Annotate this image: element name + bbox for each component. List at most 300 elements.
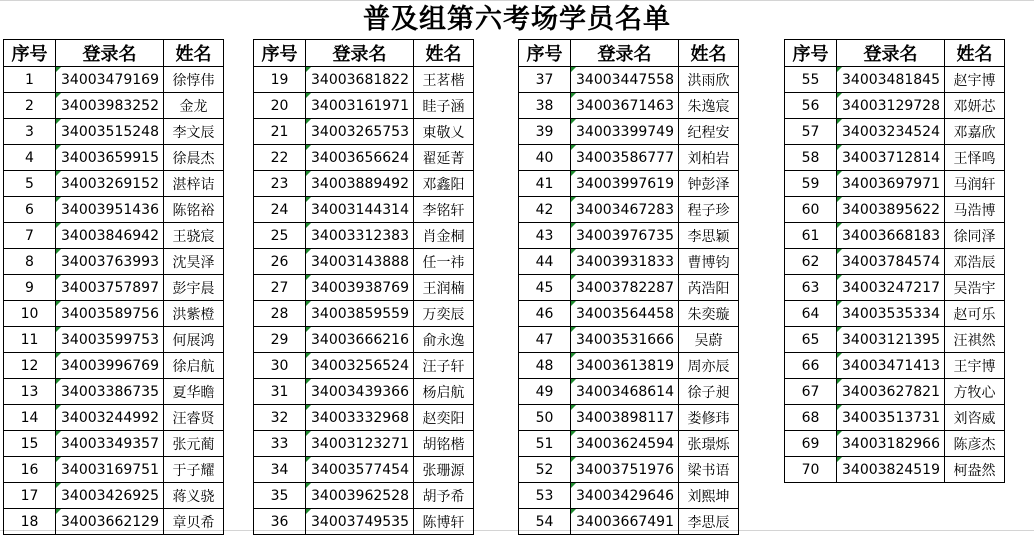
seq-cell[interactable]: 59 bbox=[785, 171, 837, 197]
name-cell[interactable]: 张元蔺 bbox=[164, 431, 224, 457]
table-row bbox=[254, 457, 474, 483]
login-cell[interactable]: 34003599753 bbox=[56, 327, 164, 353]
login-cell[interactable]: 34003763993 bbox=[56, 249, 164, 275]
header-seq: 序号 bbox=[519, 40, 571, 67]
header-seq: 序号 bbox=[4, 40, 56, 67]
login-cell[interactable]: 34003256524 bbox=[306, 353, 414, 379]
login-cell[interactable]: 34003332968 bbox=[306, 405, 414, 431]
seq-cell[interactable]: 24 bbox=[254, 197, 306, 223]
table-row bbox=[785, 431, 1005, 457]
name-cell[interactable]: 汪子轩 bbox=[414, 353, 474, 379]
table-row bbox=[254, 223, 474, 249]
seq-cell[interactable]: 22 bbox=[254, 145, 306, 171]
seq-cell[interactable]: 33 bbox=[254, 431, 306, 457]
table-row bbox=[4, 171, 224, 197]
table-row bbox=[785, 67, 1005, 93]
table-row bbox=[785, 457, 1005, 483]
seq-cell[interactable]: 42 bbox=[519, 197, 571, 223]
name-cell[interactable]: 徐同泽 bbox=[945, 223, 1005, 249]
roster-table-2 bbox=[253, 39, 474, 535]
login-cell[interactable]: 34003386735 bbox=[56, 379, 164, 405]
name-cell[interactable]: 翟延菁 bbox=[414, 145, 474, 171]
name-cell[interactable]: 程子珍 bbox=[679, 197, 739, 223]
seq-cell[interactable]: 4 bbox=[4, 145, 56, 171]
name-cell[interactable]: 俞永逸 bbox=[414, 327, 474, 353]
table-row bbox=[785, 93, 1005, 119]
seq-cell[interactable]: 68 bbox=[785, 405, 837, 431]
login-cell[interactable]: 34003697971 bbox=[837, 171, 945, 197]
name-cell[interactable]: 胡铭楷 bbox=[414, 431, 474, 457]
page-title: 普及组第六考场学员名单 bbox=[363, 4, 671, 35]
roster-table-3 bbox=[518, 39, 739, 535]
seq-cell[interactable]: 51 bbox=[519, 431, 571, 457]
seq-cell[interactable]: 56 bbox=[785, 93, 837, 119]
name-cell[interactable]: 马浩博 bbox=[945, 197, 1005, 223]
table-row bbox=[4, 93, 224, 119]
seq-cell[interactable]: 6 bbox=[4, 197, 56, 223]
login-cell[interactable]: 34003667491 bbox=[571, 509, 679, 535]
login-cell[interactable]: 34003586777 bbox=[571, 145, 679, 171]
seq-cell[interactable]: 40 bbox=[519, 145, 571, 171]
login-cell[interactable]: 34003513731 bbox=[837, 405, 945, 431]
table-row bbox=[254, 405, 474, 431]
login-cell[interactable]: 34003624594 bbox=[571, 431, 679, 457]
seq-cell[interactable]: 23 bbox=[254, 171, 306, 197]
login-cell[interactable]: 34003312383 bbox=[306, 223, 414, 249]
name-cell[interactable]: 钟彭泽 bbox=[679, 171, 739, 197]
login-cell[interactable]: 34003846942 bbox=[56, 223, 164, 249]
table-row bbox=[254, 145, 474, 171]
table-row bbox=[254, 301, 474, 327]
login-cell[interactable]: 34003247217 bbox=[837, 275, 945, 301]
table-row bbox=[785, 508, 1005, 533]
seq-cell[interactable]: 28 bbox=[254, 301, 306, 327]
seq-cell[interactable]: 27 bbox=[254, 275, 306, 301]
login-cell[interactable]: 34003962528 bbox=[306, 483, 414, 509]
seq-cell[interactable]: 1 bbox=[4, 67, 56, 93]
seq-cell[interactable]: 70 bbox=[785, 457, 837, 483]
name-cell[interactable] bbox=[945, 508, 1005, 533]
seq-cell[interactable]: 25 bbox=[254, 223, 306, 249]
name-cell[interactable]: 汪睿贤 bbox=[164, 405, 224, 431]
name-cell[interactable]: 王怿鸣 bbox=[945, 145, 1005, 171]
seq-cell[interactable]: 9 bbox=[4, 275, 56, 301]
table-row bbox=[785, 353, 1005, 379]
login-cell[interactable]: 34003712814 bbox=[837, 145, 945, 171]
header-login: 登录名 bbox=[56, 40, 164, 67]
name-cell[interactable]: 赵宇博 bbox=[945, 67, 1005, 93]
login-cell[interactable]: 34003564458 bbox=[571, 301, 679, 327]
seq-cell[interactable]: 38 bbox=[519, 93, 571, 119]
name-cell[interactable]: 曹博钧 bbox=[679, 249, 739, 275]
seq-cell[interactable]: 46 bbox=[519, 301, 571, 327]
login-cell[interactable]: 34003144314 bbox=[306, 197, 414, 223]
table-row bbox=[785, 483, 1005, 509]
login-cell[interactable]: 34003161971 bbox=[306, 93, 414, 119]
login-cell[interactable]: 34003535334 bbox=[837, 301, 945, 327]
login-cell[interactable]: 34003666216 bbox=[306, 327, 414, 353]
name-cell[interactable]: 吴浩宇 bbox=[945, 275, 1005, 301]
login-cell[interactable]: 34003859559 bbox=[306, 301, 414, 327]
name-cell[interactable]: 张珊源 bbox=[414, 457, 474, 483]
login-cell[interactable] bbox=[837, 483, 945, 509]
table-row bbox=[4, 509, 224, 535]
seq-cell[interactable]: 10 bbox=[4, 301, 56, 327]
seq-cell[interactable]: 5 bbox=[4, 171, 56, 197]
name-cell[interactable]: 朱奕璇 bbox=[679, 301, 739, 327]
name-cell[interactable]: 陈铭裕 bbox=[164, 197, 224, 223]
table-row bbox=[4, 353, 224, 379]
login-cell[interactable]: 34003439366 bbox=[306, 379, 414, 405]
name-cell[interactable]: 沈昊泽 bbox=[164, 249, 224, 275]
seq-cell[interactable]: 16 bbox=[4, 457, 56, 483]
header-name: 姓名 bbox=[945, 40, 1005, 67]
name-cell[interactable]: 陈博轩 bbox=[414, 509, 474, 535]
table-row bbox=[4, 379, 224, 405]
table-row bbox=[4, 67, 224, 93]
table-row bbox=[4, 119, 224, 145]
login-cell[interactable]: 34003129728 bbox=[837, 93, 945, 119]
login-cell[interactable]: 34003996769 bbox=[56, 353, 164, 379]
name-cell[interactable]: 王骁宸 bbox=[164, 223, 224, 249]
table-row bbox=[519, 327, 739, 353]
seq-cell[interactable]: 65 bbox=[785, 327, 837, 353]
seq-cell[interactable]: 58 bbox=[785, 145, 837, 171]
login-cell[interactable]: 34003244992 bbox=[56, 405, 164, 431]
seq-cell[interactable] bbox=[785, 508, 837, 533]
name-cell[interactable]: 何展鸿 bbox=[164, 327, 224, 353]
login-cell[interactable]: 34003589756 bbox=[56, 301, 164, 327]
name-cell[interactable]: 张璟烁 bbox=[679, 431, 739, 457]
login-cell[interactable]: 34003976735 bbox=[571, 223, 679, 249]
seq-cell[interactable]: 41 bbox=[519, 171, 571, 197]
name-cell[interactable]: 陈彦杰 bbox=[945, 431, 1005, 457]
header-login: 登录名 bbox=[306, 40, 414, 67]
login-cell[interactable]: 34003531666 bbox=[571, 327, 679, 353]
seq-cell[interactable]: 52 bbox=[519, 457, 571, 483]
header-row bbox=[519, 40, 739, 67]
seq-cell[interactable]: 12 bbox=[4, 353, 56, 379]
name-cell[interactable]: 芮浩阳 bbox=[679, 275, 739, 301]
name-cell[interactable]: 马润轩 bbox=[945, 171, 1005, 197]
header-row bbox=[4, 40, 224, 67]
seq-cell[interactable]: 61 bbox=[785, 223, 837, 249]
table-row bbox=[254, 119, 474, 145]
table-row bbox=[4, 483, 224, 509]
table-row bbox=[519, 483, 739, 509]
name-cell[interactable]: 徐启航 bbox=[164, 353, 224, 379]
name-cell[interactable]: 万奕辰 bbox=[414, 301, 474, 327]
seq-cell[interactable]: 66 bbox=[785, 353, 837, 379]
seq-cell[interactable]: 55 bbox=[785, 67, 837, 93]
table-row bbox=[519, 119, 739, 145]
name-cell[interactable]: 肖金桐 bbox=[414, 223, 474, 249]
login-cell[interactable]: 34003399749 bbox=[571, 119, 679, 145]
login-cell[interactable]: 34003577454 bbox=[306, 457, 414, 483]
login-cell[interactable]: 34003668183 bbox=[837, 223, 945, 249]
name-cell[interactable]: 李文辰 bbox=[164, 119, 224, 145]
table-row bbox=[254, 509, 474, 535]
roster-table-1 bbox=[3, 39, 224, 535]
name-cell[interactable]: 金龙 bbox=[164, 93, 224, 119]
login-cell[interactable]: 34003468614 bbox=[571, 379, 679, 405]
login-cell[interactable]: 34003429646 bbox=[571, 483, 679, 509]
header-name: 姓名 bbox=[679, 40, 739, 67]
login-cell[interactable]: 34003471413 bbox=[837, 353, 945, 379]
table-row bbox=[519, 405, 739, 431]
seq-cell[interactable]: 34 bbox=[254, 457, 306, 483]
login-cell[interactable]: 34003426925 bbox=[56, 483, 164, 509]
table-row bbox=[785, 405, 1005, 431]
login-cell[interactable]: 34003749535 bbox=[306, 509, 414, 535]
header-login: 登录名 bbox=[837, 40, 945, 67]
table-row bbox=[4, 223, 224, 249]
seq-cell[interactable]: 62 bbox=[785, 249, 837, 275]
header-seq: 序号 bbox=[254, 40, 306, 67]
login-cell[interactable]: 34003265753 bbox=[306, 119, 414, 145]
table-row bbox=[785, 197, 1005, 223]
table-row bbox=[519, 67, 739, 93]
login-cell[interactable]: 34003938769 bbox=[306, 275, 414, 301]
seq-cell[interactable]: 21 bbox=[254, 119, 306, 145]
seq-cell[interactable]: 11 bbox=[4, 327, 56, 353]
table-row bbox=[519, 301, 739, 327]
login-cell[interactable]: 34003467283 bbox=[571, 197, 679, 223]
seq-cell[interactable]: 26 bbox=[254, 249, 306, 275]
seq-cell[interactable]: 53 bbox=[519, 483, 571, 509]
table-row bbox=[785, 171, 1005, 197]
table-row bbox=[4, 457, 224, 483]
seq-cell[interactable]: 64 bbox=[785, 301, 837, 327]
seq-cell[interactable]: 32 bbox=[254, 405, 306, 431]
login-cell[interactable]: 34003613819 bbox=[571, 353, 679, 379]
table-row bbox=[4, 405, 224, 431]
seq-cell[interactable]: 67 bbox=[785, 379, 837, 405]
name-cell[interactable]: 柯盎然 bbox=[945, 457, 1005, 483]
name-cell[interactable]: 王宇博 bbox=[945, 353, 1005, 379]
login-cell[interactable]: 34003757897 bbox=[56, 275, 164, 301]
login-cell[interactable]: 34003447558 bbox=[571, 67, 679, 93]
table-row bbox=[254, 171, 474, 197]
name-cell[interactable]: 彭宇晨 bbox=[164, 275, 224, 301]
name-cell[interactable]: 汪祺然 bbox=[945, 327, 1005, 353]
login-cell[interactable]: 34003751976 bbox=[571, 457, 679, 483]
seq-cell[interactable]: 54 bbox=[519, 509, 571, 535]
sheet-top-gridline bbox=[0, 0, 1034, 1]
name-cell[interactable]: 于子耀 bbox=[164, 457, 224, 483]
table-row bbox=[254, 275, 474, 301]
table-row bbox=[519, 431, 739, 457]
table-row bbox=[4, 431, 224, 457]
table-row bbox=[4, 301, 224, 327]
name-cell[interactable]: 邓鑫阳 bbox=[414, 171, 474, 197]
name-cell[interactable]: 王润楠 bbox=[414, 275, 474, 301]
header-row bbox=[254, 40, 474, 67]
table-row bbox=[519, 93, 739, 119]
name-cell[interactable]: 夏华瞻 bbox=[164, 379, 224, 405]
seq-cell[interactable]: 31 bbox=[254, 379, 306, 405]
login-cell[interactable]: 34003671463 bbox=[571, 93, 679, 119]
seq-cell[interactable]: 37 bbox=[519, 67, 571, 93]
login-cell[interactable]: 34003681822 bbox=[306, 67, 414, 93]
name-cell[interactable]: 徐子昶 bbox=[679, 379, 739, 405]
table-row bbox=[519, 249, 739, 275]
name-cell[interactable]: 赵可乐 bbox=[945, 301, 1005, 327]
table-row bbox=[254, 483, 474, 509]
login-cell[interactable]: 34003782287 bbox=[571, 275, 679, 301]
seq-cell[interactable]: 29 bbox=[254, 327, 306, 353]
seq-cell[interactable]: 19 bbox=[254, 67, 306, 93]
seq-cell[interactable]: 20 bbox=[254, 93, 306, 119]
login-cell[interactable]: 34003662129 bbox=[56, 509, 164, 535]
name-cell[interactable]: 王茗楷 bbox=[414, 67, 474, 93]
login-cell[interactable]: 34003983252 bbox=[56, 93, 164, 119]
name-cell[interactable]: 李思辰 bbox=[679, 509, 739, 535]
table-row bbox=[785, 327, 1005, 353]
seq-cell[interactable]: 2 bbox=[4, 93, 56, 119]
table-row bbox=[254, 327, 474, 353]
login-cell[interactable]: 34003169751 bbox=[56, 457, 164, 483]
name-cell[interactable]: 赵奕阳 bbox=[414, 405, 474, 431]
seq-cell[interactable]: 15 bbox=[4, 431, 56, 457]
name-cell[interactable]: 徐晨杰 bbox=[164, 145, 224, 171]
header-row bbox=[785, 40, 1005, 67]
name-cell[interactable] bbox=[945, 483, 1005, 509]
seq-cell[interactable]: 8 bbox=[4, 249, 56, 275]
table-row bbox=[519, 275, 739, 301]
name-cell[interactable]: 纪程安 bbox=[679, 119, 739, 145]
login-cell[interactable]: 34003627821 bbox=[837, 379, 945, 405]
table-row bbox=[254, 197, 474, 223]
login-cell[interactable]: 34003481845 bbox=[837, 67, 945, 93]
seq-cell[interactable]: 63 bbox=[785, 275, 837, 301]
seq-cell[interactable]: 43 bbox=[519, 223, 571, 249]
login-cell[interactable]: 34003951436 bbox=[56, 197, 164, 223]
name-cell[interactable]: 朱逸宸 bbox=[679, 93, 739, 119]
login-cell[interactable]: 34003824519 bbox=[837, 457, 945, 483]
name-cell[interactable]: 洪雨欣 bbox=[679, 67, 739, 93]
table-row bbox=[785, 275, 1005, 301]
login-cell[interactable]: 34003349357 bbox=[56, 431, 164, 457]
login-cell[interactable]: 34003479169 bbox=[56, 67, 164, 93]
table-row bbox=[519, 379, 739, 405]
seq-cell[interactable]: 45 bbox=[519, 275, 571, 301]
name-cell[interactable]: 杨启航 bbox=[414, 379, 474, 405]
login-cell[interactable] bbox=[837, 508, 945, 533]
name-cell[interactable]: 湛梓诘 bbox=[164, 171, 224, 197]
seq-cell[interactable]: 14 bbox=[4, 405, 56, 431]
table-row bbox=[254, 249, 474, 275]
name-cell[interactable]: 刘柏岩 bbox=[679, 145, 739, 171]
seq-cell[interactable]: 3 bbox=[4, 119, 56, 145]
login-cell[interactable]: 34003931833 bbox=[571, 249, 679, 275]
login-cell[interactable]: 34003143888 bbox=[306, 249, 414, 275]
name-cell[interactable]: 章贝希 bbox=[164, 509, 224, 535]
login-cell[interactable]: 34003121395 bbox=[837, 327, 945, 353]
name-cell[interactable]: 邓浩辰 bbox=[945, 249, 1005, 275]
name-cell[interactable]: 李思颖 bbox=[679, 223, 739, 249]
seq-cell[interactable]: 57 bbox=[785, 119, 837, 145]
login-cell[interactable]: 34003269152 bbox=[56, 171, 164, 197]
name-cell[interactable]: 邓妍芯 bbox=[945, 93, 1005, 119]
name-cell[interactable]: 任一祎 bbox=[414, 249, 474, 275]
seq-cell[interactable]: 48 bbox=[519, 353, 571, 379]
login-cell[interactable]: 34003997619 bbox=[571, 171, 679, 197]
name-cell[interactable]: 刘咨威 bbox=[945, 405, 1005, 431]
login-cell[interactable]: 34003234524 bbox=[837, 119, 945, 145]
table-row bbox=[4, 145, 224, 171]
login-cell[interactable]: 34003515248 bbox=[56, 119, 164, 145]
table-row bbox=[254, 67, 474, 93]
name-cell[interactable]: 梁书语 bbox=[679, 457, 739, 483]
seq-cell[interactable]: 7 bbox=[4, 223, 56, 249]
name-cell[interactable]: 方牧心 bbox=[945, 379, 1005, 405]
seq-cell[interactable]: 36 bbox=[254, 509, 306, 535]
name-cell[interactable]: 洪紫橙 bbox=[164, 301, 224, 327]
name-cell[interactable]: 蒋义骁 bbox=[164, 483, 224, 509]
name-cell[interactable]: 吴蔚 bbox=[679, 327, 739, 353]
login-cell[interactable]: 34003784574 bbox=[837, 249, 945, 275]
seq-cell[interactable]: 17 bbox=[4, 483, 56, 509]
table-row bbox=[4, 197, 224, 223]
seq-cell[interactable]: 13 bbox=[4, 379, 56, 405]
table-row bbox=[785, 119, 1005, 145]
name-cell[interactable]: 東敬乂 bbox=[414, 119, 474, 145]
login-cell[interactable]: 34003123271 bbox=[306, 431, 414, 457]
name-cell[interactable]: 刘熙坤 bbox=[679, 483, 739, 509]
name-cell[interactable]: 眭子涵 bbox=[414, 93, 474, 119]
seq-cell[interactable]: 35 bbox=[254, 483, 306, 509]
login-cell[interactable]: 34003895622 bbox=[837, 197, 945, 223]
table-row bbox=[519, 223, 739, 249]
login-cell[interactable]: 34003898117 bbox=[571, 405, 679, 431]
seq-cell[interactable]: 69 bbox=[785, 431, 837, 457]
seq-cell[interactable]: 39 bbox=[519, 119, 571, 145]
login-cell[interactable]: 34003182966 bbox=[837, 431, 945, 457]
table-row bbox=[254, 379, 474, 405]
login-cell[interactable]: 34003656624 bbox=[306, 145, 414, 171]
table-row bbox=[785, 223, 1005, 249]
seq-cell[interactable]: 47 bbox=[519, 327, 571, 353]
name-cell[interactable]: 邓嘉欣 bbox=[945, 119, 1005, 145]
header-login: 登录名 bbox=[571, 40, 679, 67]
table-row bbox=[4, 275, 224, 301]
table-row bbox=[519, 197, 739, 223]
table-row bbox=[785, 249, 1005, 275]
seq-cell[interactable]: 49 bbox=[519, 379, 571, 405]
seq-cell[interactable]: 30 bbox=[254, 353, 306, 379]
table-row bbox=[519, 509, 739, 535]
header-name: 姓名 bbox=[414, 40, 474, 67]
roster-table-4 bbox=[784, 39, 1005, 533]
name-cell[interactable]: 娄修玮 bbox=[679, 405, 739, 431]
table-row bbox=[254, 93, 474, 119]
seq-cell[interactable]: 44 bbox=[519, 249, 571, 275]
seq-cell[interactable]: 50 bbox=[519, 405, 571, 431]
seq-cell[interactable]: 60 bbox=[785, 197, 837, 223]
table-row bbox=[519, 353, 739, 379]
name-cell[interactable]: 李铭轩 bbox=[414, 197, 474, 223]
seq-cell[interactable]: 18 bbox=[4, 509, 56, 535]
login-cell[interactable]: 34003889492 bbox=[306, 171, 414, 197]
name-cell[interactable]: 胡予希 bbox=[414, 483, 474, 509]
login-cell[interactable]: 34003659915 bbox=[56, 145, 164, 171]
table-row bbox=[519, 145, 739, 171]
seq-cell[interactable] bbox=[785, 483, 837, 509]
table-row bbox=[785, 145, 1005, 171]
name-cell[interactable]: 徐惇伟 bbox=[164, 67, 224, 93]
name-cell[interactable]: 周亦辰 bbox=[679, 353, 739, 379]
